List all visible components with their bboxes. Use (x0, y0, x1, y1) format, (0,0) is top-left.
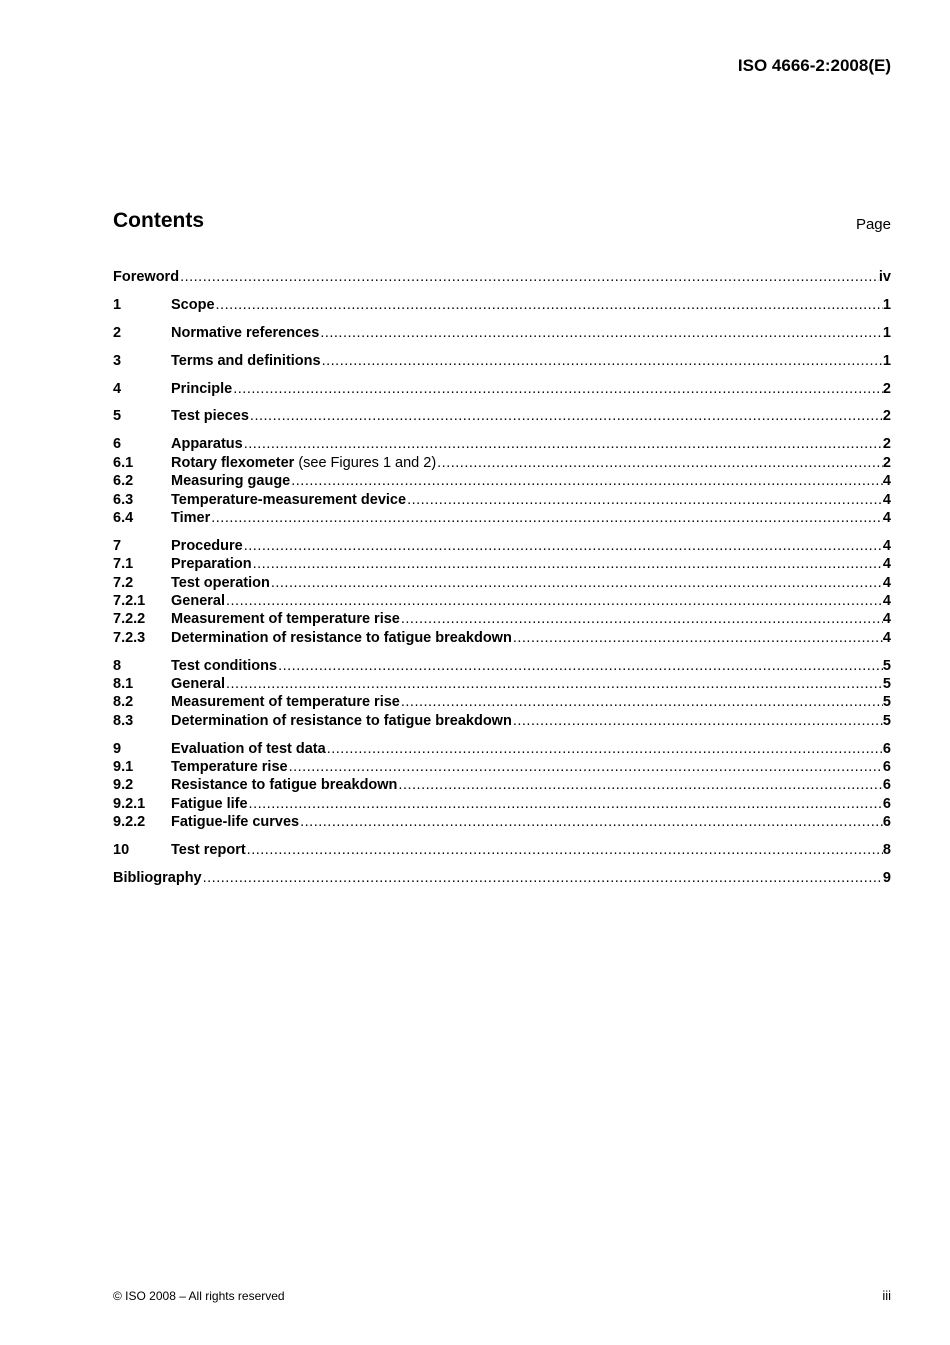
toc-entry-title: Determination of resistance to fatigue breakdown (171, 629, 512, 646)
toc-entry-title: Measurement of temperature rise (171, 611, 400, 628)
toc-dot-leader (249, 407, 883, 425)
table-of-contents (113, 268, 891, 897)
toc-entry[interactable] (113, 813, 891, 831)
toc-dot-leader (400, 610, 883, 628)
toc-entry-number: 7.2.2 (113, 611, 146, 628)
toc-dot-leader (270, 574, 883, 592)
toc-entry-page: 4 (882, 629, 891, 646)
toc-entry-page: 1 (882, 352, 891, 369)
page-column-label: Page (855, 216, 891, 233)
toc-entry-page: 1 (882, 324, 891, 341)
toc-entry-number: 9.2.1 (113, 795, 146, 812)
toc-dot-leader (436, 454, 883, 472)
toc-entry-page: 4 (882, 592, 891, 609)
toc-dot-leader (406, 491, 883, 509)
toc-entry-page: 2 (882, 408, 891, 425)
toc-entry[interactable] (113, 610, 891, 628)
toc-entry-page: 6 (882, 795, 891, 812)
toc-entry-title: Test pieces (171, 408, 249, 425)
toc-entry-page: 4 (882, 537, 891, 554)
toc-entry[interactable] (113, 657, 891, 675)
toc-entry-title: Measurement of temperature rise (171, 694, 400, 711)
toc-entry-page: 5 (882, 694, 891, 711)
toc-dot-leader (288, 758, 883, 776)
toc-entry-number: 9.2 (113, 777, 134, 794)
toc-entry-title-note: (see Figures 1 and 2) (294, 454, 437, 471)
toc-dot-leader (299, 813, 883, 831)
toc-entry-number: 6.4 (113, 509, 134, 526)
toc-dot-leader (179, 268, 879, 286)
toc-entry-page: 5 (882, 676, 891, 693)
toc-dot-leader (225, 675, 883, 693)
toc-entry[interactable] (113, 268, 891, 286)
toc-group (113, 869, 891, 887)
toc-entry-number: 7.2.1 (113, 592, 146, 609)
toc-dot-leader (397, 776, 883, 794)
toc-entry-number: 8.2 (113, 694, 134, 711)
toc-entry-title: Fatigue life (171, 795, 248, 812)
toc-entry[interactable] (113, 380, 891, 398)
toc-entry[interactable] (113, 574, 891, 592)
document-id: ISO 4666-2:2008(E) (737, 56, 891, 75)
toc-group (113, 352, 891, 370)
toc-dot-leader (202, 869, 883, 887)
toc-entry-number: 6.2 (113, 473, 134, 490)
toc-dot-leader (232, 380, 883, 398)
toc-entry[interactable] (113, 555, 891, 573)
toc-group (113, 380, 891, 398)
toc-entry-title: Bibliography (113, 870, 202, 887)
toc-entry-title: Temperature rise (171, 759, 288, 776)
toc-entry-page: 4 (882, 574, 891, 591)
toc-entry-number: 9.1 (113, 759, 134, 776)
toc-entry-number: 1 (113, 296, 122, 313)
toc-group (113, 296, 891, 314)
toc-entry-title: General (171, 592, 225, 609)
toc-entry-title: General (171, 676, 225, 693)
toc-entry-number: 4 (113, 380, 122, 397)
copyright-notice: © ISO 2008 – All rights reserved (113, 1289, 285, 1303)
toc-group (113, 537, 891, 647)
toc-dot-leader (277, 657, 883, 675)
toc-entry-page: 5 (882, 657, 891, 674)
toc-entry[interactable] (113, 537, 891, 555)
toc-entry-page: 6 (882, 740, 891, 757)
toc-dot-leader (319, 324, 883, 342)
toc-entry-title: Preparation (171, 556, 252, 573)
toc-entry[interactable] (113, 407, 891, 425)
toc-entry[interactable] (113, 352, 891, 370)
toc-entry-title: Test operation (171, 574, 270, 591)
toc-entry-number: 7.2 (113, 574, 134, 591)
toc-entry-title: Measuring gauge (171, 473, 291, 490)
toc-group (113, 268, 891, 286)
toc-entry-number: 9 (113, 740, 122, 757)
toc-entry-page: 8 (882, 842, 891, 859)
toc-entry[interactable] (113, 435, 891, 453)
toc-entry-number: 7.1 (113, 556, 134, 573)
toc-entry-title: Evaluation of test data (171, 740, 326, 757)
toc-entry-title: Determination of resistance to fatigue breakdown (171, 712, 512, 729)
toc-entry-page: 4 (882, 491, 891, 508)
toc-entry-title: Fatigue-life curves (171, 814, 300, 831)
toc-entry[interactable] (113, 675, 891, 693)
toc-entry-page: iv (878, 269, 891, 285)
toc-dot-leader (215, 296, 883, 314)
toc-dot-leader (246, 841, 883, 859)
toc-entry-number: 8.1 (113, 676, 134, 693)
toc-entry-title: Test report (171, 842, 246, 859)
toc-entry-title: Terms and definitions (171, 352, 321, 369)
toc-dot-leader (400, 693, 883, 711)
toc-entry[interactable] (113, 296, 891, 314)
toc-entry-number: 6.1 (113, 454, 134, 471)
toc-group (113, 841, 891, 859)
toc-entry-page: 2 (882, 380, 891, 397)
toc-entry-page: 2 (882, 454, 891, 471)
toc-entry-page: 6 (882, 777, 891, 794)
toc-entry-title: Scope (171, 296, 215, 313)
toc-entry-number: 5 (113, 408, 122, 425)
toc-group (113, 740, 891, 832)
toc-entry[interactable] (113, 491, 891, 509)
toc-group (113, 657, 891, 731)
toc-entry-number: 7.2.3 (113, 629, 146, 646)
toc-entry-page: 1 (882, 296, 891, 313)
toc-entry[interactable] (113, 324, 891, 342)
toc-entry-number: 9.2.2 (113, 814, 146, 831)
toc-group (113, 407, 891, 425)
toc-dot-leader (326, 740, 883, 758)
contents-title: Contents (113, 209, 204, 232)
toc-entry-title: Rotary flexometer (171, 454, 295, 471)
toc-entry-title: Resistance to fatigue breakdown (171, 777, 398, 794)
toc-entry[interactable] (113, 869, 891, 887)
toc-entry-page: 6 (882, 814, 891, 831)
toc-entry[interactable] (113, 758, 891, 776)
toc-entry-page: 9 (882, 870, 891, 887)
toc-entry[interactable] (113, 629, 891, 647)
toc-dot-leader (512, 712, 883, 730)
toc-entry[interactable] (113, 454, 891, 472)
toc-dot-leader (243, 435, 883, 453)
toc-dot-leader (252, 555, 883, 573)
toc-entry-number: 8.3 (113, 712, 134, 729)
toc-dot-leader (248, 795, 883, 813)
toc-entry-title: Normative references (171, 324, 320, 341)
toc-entry-title: Timer (171, 509, 211, 526)
toc-entry-number: 8 (113, 657, 122, 674)
toc-entry-page: 4 (882, 473, 891, 490)
toc-entry-page: 4 (882, 556, 891, 573)
toc-entry-number: 7 (113, 537, 122, 554)
toc-entry-title: Temperature-measurement device (171, 491, 407, 508)
toc-entry-page: 2 (882, 436, 891, 453)
toc-group (113, 324, 891, 342)
toc-dot-leader (210, 509, 883, 527)
toc-entry-number: 2 (113, 324, 122, 341)
toc-entry[interactable] (113, 841, 891, 859)
toc-group (113, 435, 891, 527)
toc-entry[interactable] (113, 509, 891, 527)
toc-entry-number: 6.3 (113, 491, 134, 508)
toc-entry[interactable] (113, 740, 891, 758)
toc-entry-page: 4 (882, 611, 891, 628)
toc-entry-number: 6 (113, 436, 122, 453)
toc-entry-title: Apparatus (171, 436, 243, 453)
toc-entry-number: 3 (113, 352, 122, 369)
toc-entry-title: Procedure (171, 537, 243, 554)
page-number: iii (882, 1288, 891, 1303)
toc-dot-leader (512, 629, 883, 647)
toc-entry[interactable] (113, 592, 891, 610)
toc-dot-leader (243, 537, 883, 555)
toc-entry[interactable] (113, 795, 891, 813)
toc-dot-leader (290, 472, 883, 490)
toc-entry[interactable] (113, 776, 891, 794)
toc-entry-title: Foreword (113, 269, 180, 285)
toc-entry-title: Test conditions (171, 657, 278, 674)
toc-entry-number: 10 (113, 842, 130, 859)
toc-dot-leader (225, 592, 883, 610)
toc-dot-leader (321, 352, 883, 370)
toc-entry-title: Principle (171, 380, 233, 397)
toc-entry-page: 6 (882, 759, 891, 776)
toc-entry[interactable] (113, 472, 891, 490)
toc-entry[interactable] (113, 712, 891, 730)
toc-entry-page: 5 (882, 712, 891, 729)
toc-entry[interactable] (113, 693, 891, 711)
toc-entry-page: 4 (882, 509, 891, 526)
